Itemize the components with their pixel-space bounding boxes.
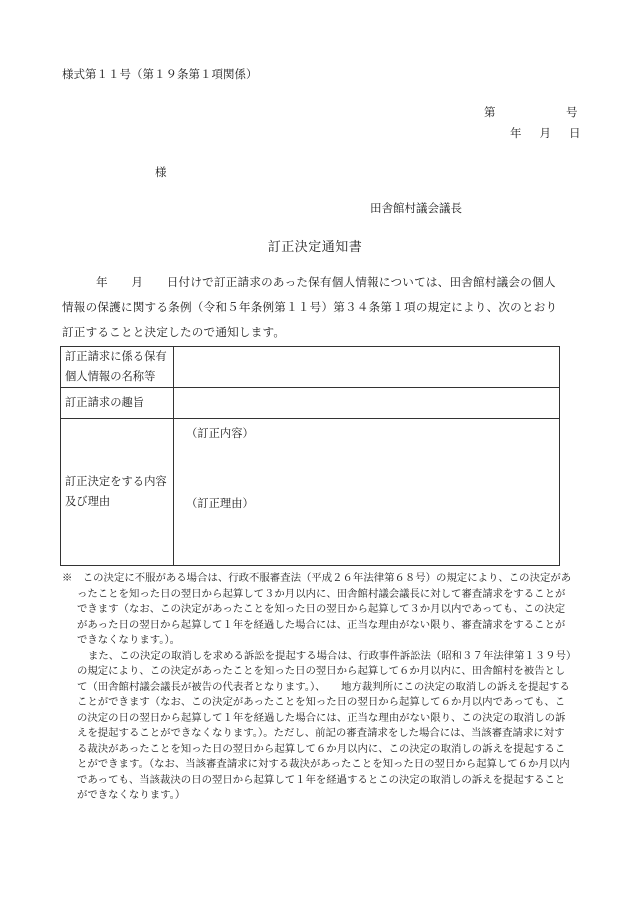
date-month: 月 [539,126,551,140]
addressee: 様 [155,165,167,179]
number-prefix: 第 [484,105,496,119]
correction-reason-label: （訂正理由） [186,497,254,510]
date-day: 日 [569,126,581,140]
page-title: 訂正決定通知書 [267,240,363,255]
issuer: 田舎館村議会議長 [370,201,462,215]
row-value-request-purpose [174,388,560,419]
form-label: 様式第１１号（第１９条第１項関係） [62,67,258,81]
issue-date [510,125,581,141]
row-value-info-name [174,347,560,388]
table-row [61,388,560,419]
number-suffix: 号 [566,105,578,119]
note-appeal: ※ この決定に不服がある場合は、行政不服審査法（平成２６年法律第６８号）の規定により、この決定があったことを知った日の翌日から起算して３か月以内に、田舎館村議会議長に対して審査請求をすることができます（なお、この決定があったことを知った日の翌日から起算して３か月以内であっても、この決定があった日の翌日から起算して１年を経過した場合には、正当な理由がない限り、審査請求をすることができなくなります。）。 [62,572,572,646]
row-label-info-name: 訂正請求に係る保有個人情報の名称等 [61,347,174,388]
correction-content-label: （訂正内容） [186,427,254,440]
row-label-decision: 訂正決定をする内容及び理由 [61,419,174,566]
row-value-decision [174,419,560,566]
notes [62,571,572,804]
table-row [61,419,560,566]
table-row [61,347,560,388]
date-year: 年 [510,126,522,140]
row-label-request-purpose: 訂正請求の趣旨 [61,388,174,419]
body-paragraph: 年 月 日付けで訂正請求のあった保有個人情報については、田舎館村議会の個人情報の保護に関する条例（令和５年条例第１１号）第３４条第１項の規定により、次のとおり訂正することと決定したので通知します。 [62,275,558,339]
info-table [60,346,560,566]
document-number [484,104,578,120]
note-lawsuit: また、この決定の取消しを求める訴訟を提起する場合は、行政事件訴訟法（昭和３７年法律第１３９号）の規定により、この決定があったことを知った日の翌日から起算して６か月以内に、田舎館村を被告として（田舎館村議会議長が被告の代表者となります。）、 地方裁判所にこの決定の取消しの訴えを提起することができます（なお、この決定があったことを知った日の翌日から起算して６か月以内であっても、この決定の日の翌日から起算して１年を経過した場合には、正当な理由がない限り、この決定の取消しの訴えを提起することができなくなります。）。ただし、前記の審査請求をした場合には、当該審査請求に対する裁決があったことを知った日の翌日から起算して６か月以内に、この決定の取消しの訴えを提起することができます。（なお、当該審査請求に対する裁決があったことを知った日の翌日から起算して６か月以内であっても、当該裁決の日の翌日から起算して１年を経過するとこの決定の取消しの訴えを提起することができなくなります。） [77,649,572,801]
